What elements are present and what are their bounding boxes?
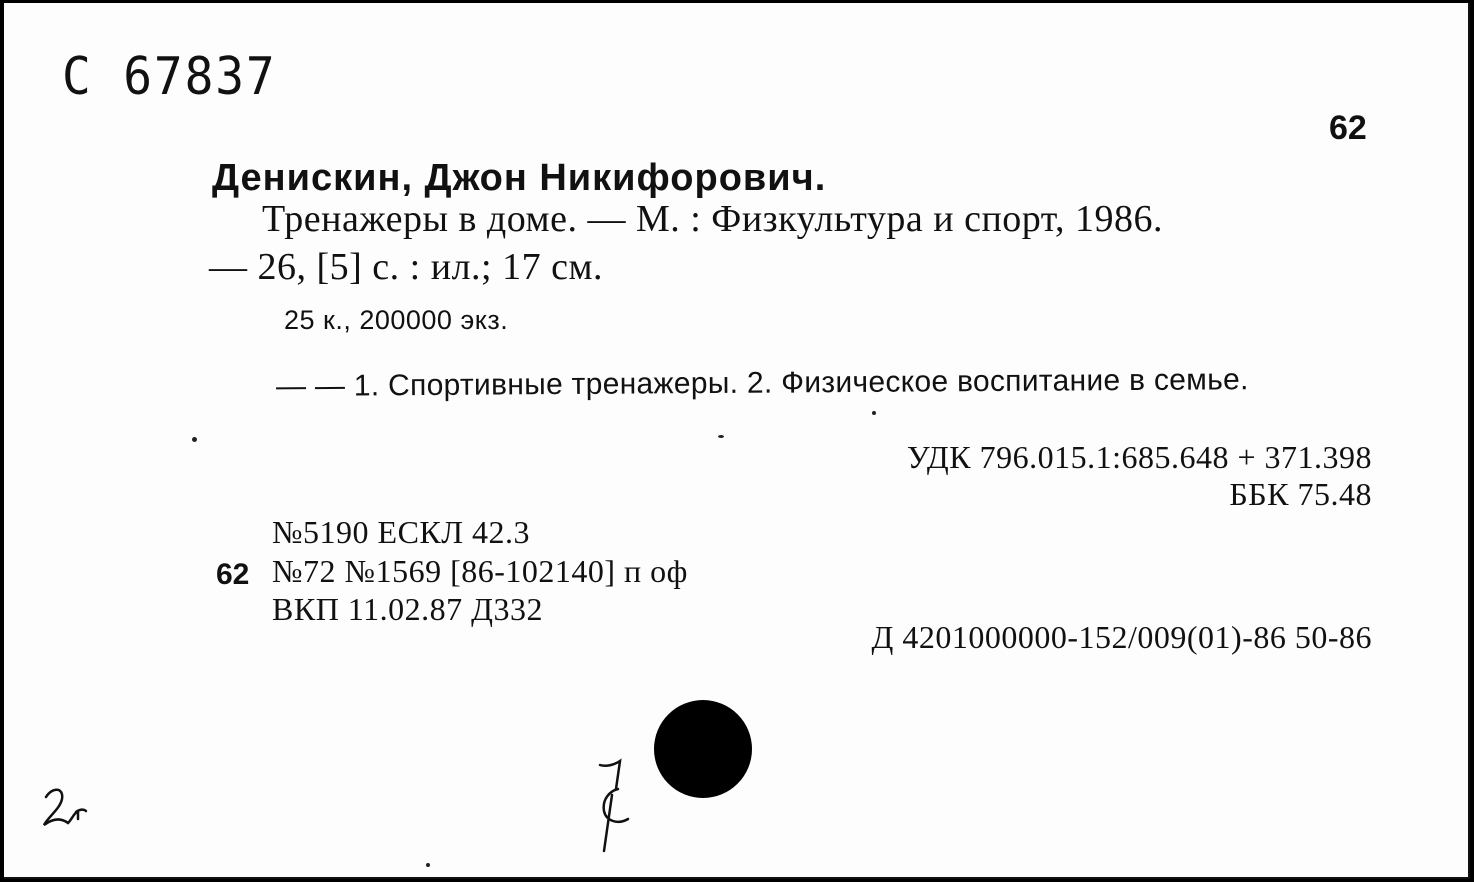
shelf-mark-bottom: 62 (216, 558, 250, 591)
udc-classification: УДК 796.015.1:685.648 + 371.398 (906, 439, 1372, 475)
ink-speck (426, 863, 430, 867)
handwritten-mark-left (38, 783, 98, 833)
price-and-print-run: 25 к., 200000 экз. (284, 305, 509, 335)
registration-line-3: ВКП 11.02.87 Д332 (272, 591, 543, 627)
title-statement: Тренажеры в доме. — М. : Физкультура и спорт, 1986. (262, 198, 1164, 240)
subject-headings: — — 1. Спортивные тренажеры. 2. Физическое воспитание в семье. (275, 363, 1249, 403)
registration-line-1: №5190 ЕСКЛ 42.3 (272, 514, 530, 550)
author-heading: Денискин, Джон Никифорович. (212, 157, 827, 199)
punched-hole (654, 700, 752, 798)
physical-description: — 26, [5] с. : ил.; 17 см. (209, 246, 604, 288)
catalog-card (4, 3, 1470, 879)
handwritten-mark-center (588, 755, 648, 855)
shelf-mark-top: 62 (1329, 109, 1367, 147)
inventory-stamp: С 67837 (62, 47, 277, 107)
isbn-code-line: Д 4201000000-152/009(01)-86 50-86 (871, 619, 1372, 655)
bbk-classification: ББК 75.48 (1229, 476, 1372, 512)
ink-speck (872, 411, 876, 415)
registration-line-2: №72 №1569 [86-102140] п оф (272, 553, 688, 589)
ink-speck (718, 435, 724, 438)
ink-speck (192, 437, 197, 442)
